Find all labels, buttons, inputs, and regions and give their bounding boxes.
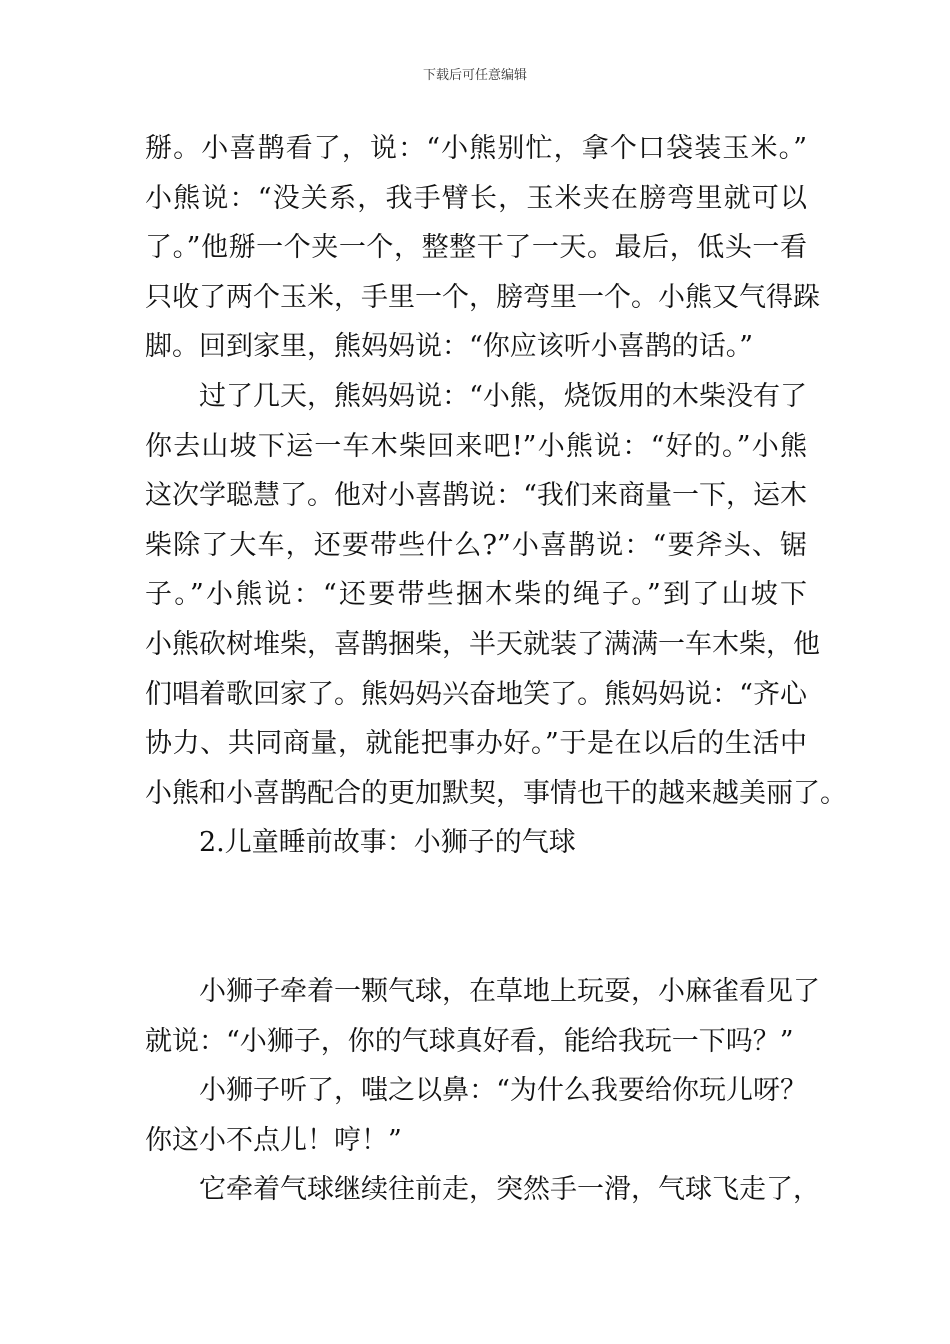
text-line: 脚。回到家里，熊妈妈说：“你应该听小喜鹊的话。”	[145, 331, 754, 363]
text-line: 子。”小熊说：“还要带些捆木柴的绳子。”到了山坡下	[145, 579, 807, 611]
text-line: 只收了两个玉米，手里一个，膀弯里一个。小熊又气得跺	[145, 281, 820, 313]
text-line: 你去山坡下运一车木柴回来吧!”小熊说：“好的。”小熊	[145, 430, 807, 462]
text-line: 小熊和小喜鹊配合的更加默契，事情也干的越来越美丽了。	[145, 777, 847, 809]
text-line: 它牵着气球继续往前走，突然手一滑，气球飞走了，	[199, 1174, 820, 1206]
text-line: 柴除了大车，还要带些什么?”小喜鹊说：“要斧头、锯	[145, 529, 807, 561]
text-line: 了。”他掰一个夹一个，整整干了一天。最后，低头一看	[145, 232, 807, 264]
blank-space	[145, 868, 807, 967]
text-line: 小熊砍树堆柴，喜鹊捆柴，半天就装了满满一车木柴，他	[145, 628, 820, 660]
text-line: 过了几天，熊妈妈说：“小熊，烧饭用的木柴没有了	[199, 380, 807, 412]
text-line: 小狮子听了，嗤之以鼻：“为什么我要给你玩儿呀？	[199, 1075, 807, 1107]
page-header: 下载后可任意编辑	[422, 68, 527, 83]
text-line: 就说：“小狮子，你的气球真好看，能给我玩一下吗？”	[145, 1025, 794, 1057]
text-line: 你这小不点儿！哼！”	[145, 1124, 402, 1156]
text-line: 掰。小喜鹊看了，说：“小熊别忙，拿个口袋装玉米。”	[145, 133, 807, 164]
text-line: 小熊说：“没关系，我手臂长，玉米夹在膀弯里就可以	[145, 182, 807, 214]
text-line: 小狮子牵着一颗气球，在草地上玩耍，小麻雀看见了	[199, 975, 820, 1007]
text-line: 们唱着歌回家了。熊妈妈兴奋地笑了。熊妈妈说：“齐心	[145, 678, 807, 710]
document-body	[145, 124, 847, 1215]
section-heading: 2.儿童睡前故事：小狮子的气球	[199, 827, 576, 859]
text-line: 这次学聪慧了。他对小喜鹊说：“我们来商量一下，运木	[145, 480, 807, 512]
text-line: 协力、共同商量，就能把事办好。”于是在以后的生活中	[145, 728, 807, 760]
